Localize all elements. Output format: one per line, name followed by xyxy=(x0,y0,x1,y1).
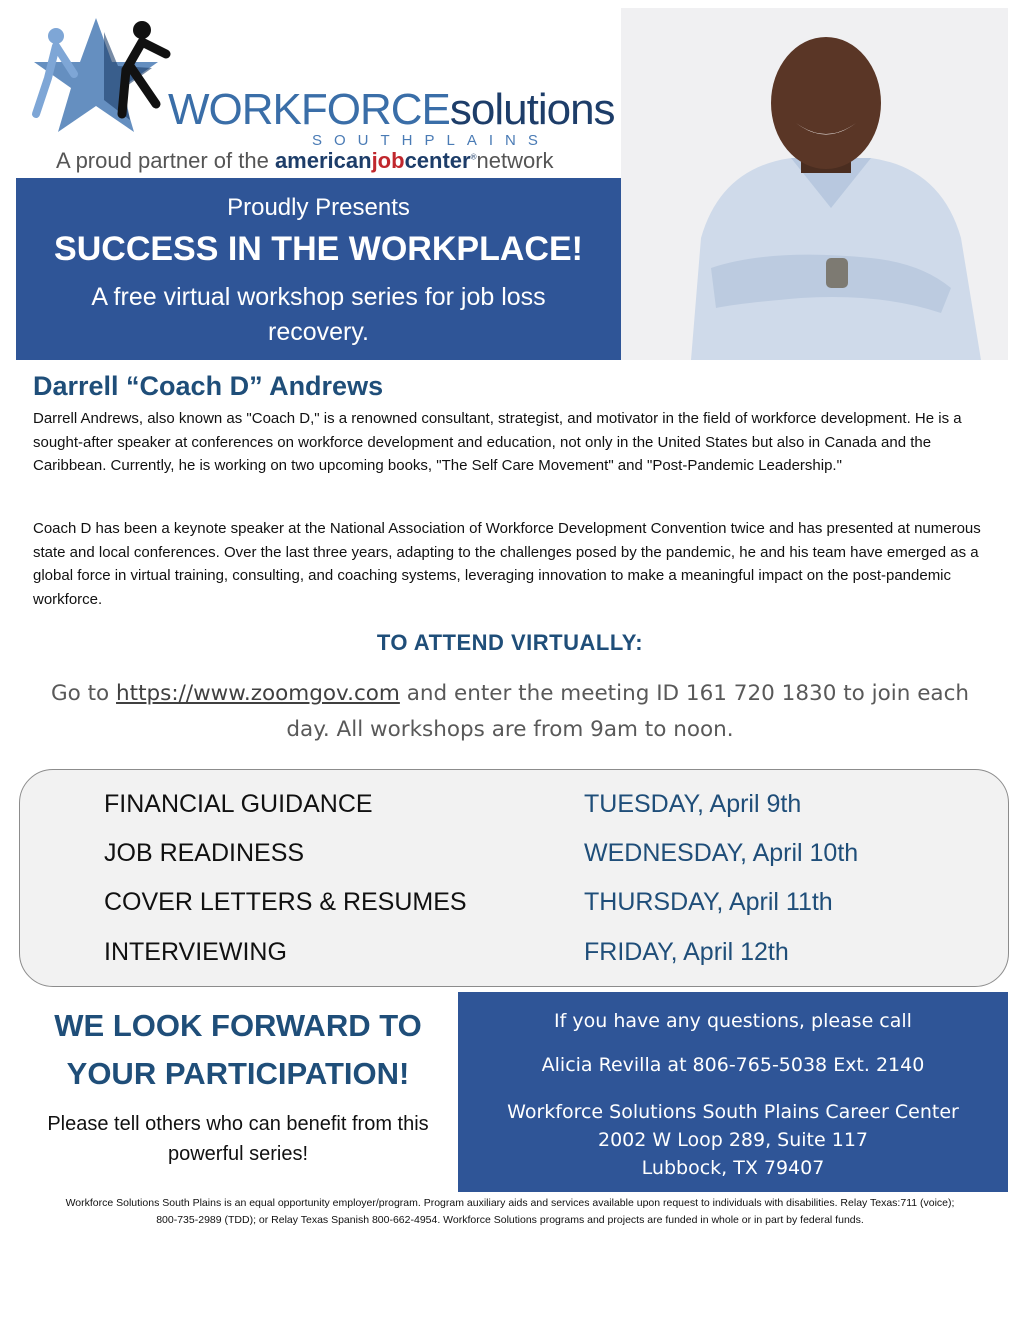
event-tagline: A free virtual workshop series for job loss recovery. xyxy=(91,283,546,346)
schedule-row xyxy=(20,888,1008,928)
workshop-date: THURSDAY, April 11th xyxy=(584,888,833,916)
speaker-photo-illustration xyxy=(621,8,1008,360)
partner-tagline: A proud partner of the americanjobcenter®network xyxy=(56,148,554,173)
schedule-row xyxy=(20,790,1008,830)
street-address: 2002 W Loop 289, Suite 117 xyxy=(598,1129,868,1151)
contact-person: Alicia Revilla at 806-765-5038 Ext. 2140 xyxy=(541,1054,925,1076)
closing-headline: WE LOOK FORWARD TO YOUR PARTICIPATION! xyxy=(54,1008,422,1091)
workshop-schedule xyxy=(19,769,1009,987)
speaker-name: Darrell “Coach D” Andrews xyxy=(33,371,384,401)
schedule-row xyxy=(20,938,1008,978)
brand-region: SOUTHPLAINS xyxy=(312,132,550,149)
city-state-zip: Lubbock, TX 79407 xyxy=(641,1157,825,1179)
presents-label: Proudly Presents xyxy=(227,194,410,221)
speaker-bio-paragraph-2: Coach D has been a keynote speaker at the National Association of Workforce Development Convention twice and has presented at numerous state and local conferences. Over the last three years, adapting to the challenges posed by the pandemic, he and his team have emerged as a global force in virtual training, consulting, and coaching systems, leveraging innovation to make a meaningful impact on the post-pandemic workforce. xyxy=(33,520,981,608)
attend-heading: TO ATTEND VIRTUALLY: xyxy=(376,630,644,655)
speaker-photo xyxy=(621,8,1008,360)
contact-box xyxy=(458,992,1008,1192)
share-message: Please tell others who can benefit from this powerful series! xyxy=(47,1113,429,1165)
workshop-topic: FINANCIAL GUIDANCE xyxy=(104,790,373,818)
speaker-bio-paragraph-1: Darrell Andrews, also known as "Coach D," is a renowned consultant, strategist, and motivator in the field of workforce development. He is a sought-after speaker at conferences on workforce development and education, not only in the United States but also in Canada and the Caribbean. Currently, he is working on two upcoming books, "The Self Care Movement" and "Post-Pandemic Leadership." xyxy=(33,410,962,474)
zoomgov-link[interactable]: https://www.zoomgov.com xyxy=(116,681,400,706)
organization-logo xyxy=(22,14,615,174)
header-banner xyxy=(16,178,621,360)
brand-name: WORKFORCEsolutions xyxy=(168,85,615,134)
eeo-disclaimer: Workforce Solutions South Plains is an equal opportunity employer/program. Program auxiliary aids and services available upon request to individuals with disabilities. Relay Texas:711 (voice); 800-735-2989 (TDD); or Relay Texas Spanish 800-662-4954. Workforce Solutions programs and projects are funded in whole or in part by federal funds. xyxy=(65,1197,955,1226)
contact-address xyxy=(458,1098,1008,1182)
star-people-icon xyxy=(26,14,176,144)
workshop-date: WEDNESDAY, April 10th xyxy=(584,839,859,867)
event-title: SUCCESS IN THE WORKPLACE! xyxy=(54,230,583,268)
workshop-topic: COVER LETTERS & RESUMES xyxy=(104,888,467,916)
schedule-row xyxy=(20,839,1008,879)
workshop-topic: INTERVIEWING xyxy=(104,938,287,966)
career-center-name: Workforce Solutions South Plains Career Center xyxy=(507,1101,959,1123)
workshop-date: TUESDAY, April 9th xyxy=(584,790,802,818)
contact-intro: If you have any questions, please call xyxy=(554,1010,912,1032)
workshop-date: FRIDAY, April 12th xyxy=(584,938,789,966)
workshop-topic: JOB READINESS xyxy=(104,839,305,867)
attend-instructions: Go to https://www.zoomgov.com and enter the meeting ID 161 720 1830 to join each day. All workshops are from 9am to noon. xyxy=(50,681,970,742)
